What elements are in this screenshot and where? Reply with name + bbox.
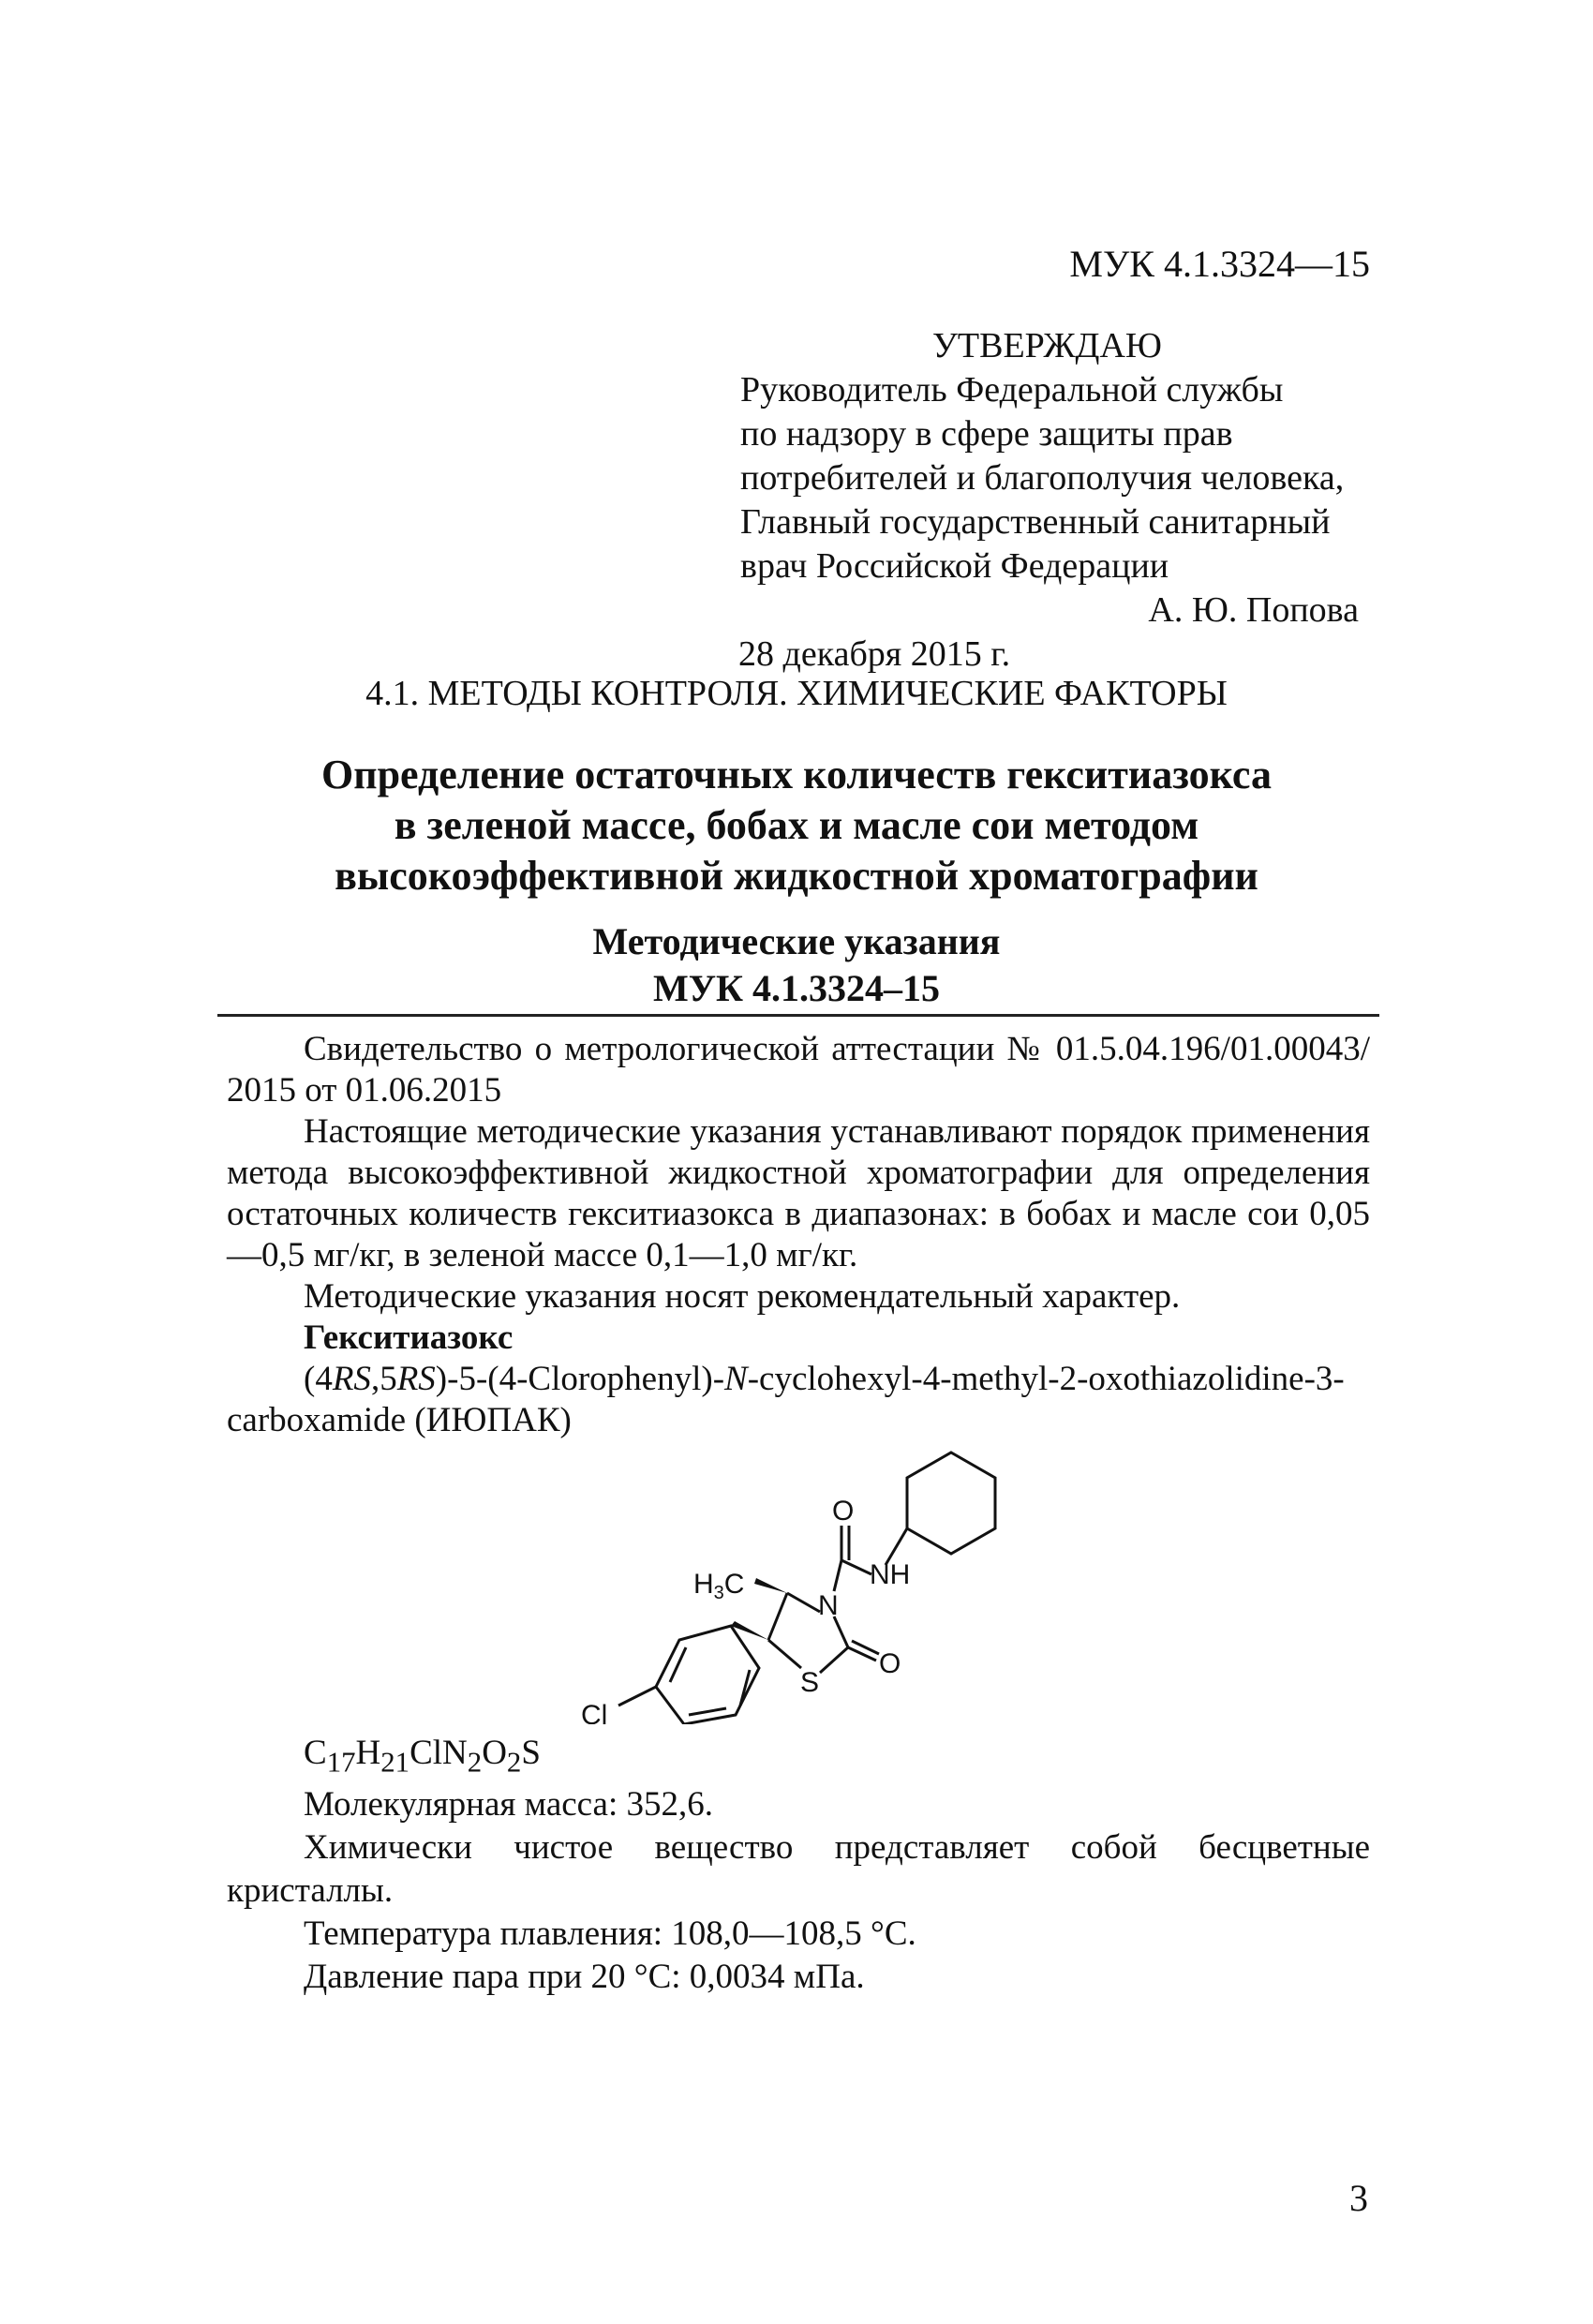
document-code: МУК 4.1.3324—15: [1069, 243, 1370, 285]
molecular-mass: Молекулярная масса: 352,6.: [304, 1785, 714, 1825]
properties-block: [227, 1732, 1370, 1999]
vapor-pressure: Давление пара при 20 °С: 0,0034 мПа.: [304, 1958, 865, 1997]
substance-name: Гекситиазокс: [304, 1318, 514, 1357]
paragraph: Методические указания носят рекомендательный характер.: [304, 1277, 1181, 1316]
atom-s: S: [800, 1667, 820, 1698]
certificate-text: Свидетельство о метрологической аттестации № 01.5.04.196/01.00043/ 2015 от 01.06.2015: [227, 1030, 1370, 1110]
structural-formula: [562, 1443, 1050, 1724]
approval-line: потребителей и благополучия человека,: [740, 458, 1345, 498]
subtitle-line: МУК 4.1.3324–15: [652, 967, 941, 1009]
approval-heading: УТВЕРЖДАЮ: [932, 326, 1162, 365]
iupac-name: (4RS,5RS)-5-(4-Clorophenyl)-N-cyclohexyl-4-methyl-2-oxothiazolidine-3-carboxamide (ИЮПАК): [227, 1360, 1345, 1439]
methyl-group: $H_3C$: [693, 1569, 745, 1603]
page-number: 3: [1349, 2177, 1368, 2219]
approval-line: Главный государственный санитарный: [740, 502, 1331, 542]
atom-cl: Cl: [581, 1700, 608, 1724]
subtitle-line: Методические указания: [592, 920, 1001, 962]
molecular-formula: $C_{17}H_{21}ClN_2O_2S$: [304, 1734, 541, 1779]
title-line: Определение остаточных количеств гекситиазокса: [321, 752, 1272, 797]
melting-point: Температура плавления: 108,0—108,5 °С.: [304, 1914, 916, 1954]
approval-line: Руководитель Федеральной службы: [740, 370, 1284, 410]
approval-date: 28 декабря 2015 г.: [738, 634, 1011, 674]
atom-n: N: [818, 1590, 839, 1621]
approval-block: [740, 324, 1359, 677]
atom-nh: NH: [870, 1559, 911, 1590]
atom-o: O: [879, 1648, 901, 1679]
approval-signer: А. Ю. Попова: [1148, 590, 1359, 630]
document-body: [227, 1029, 1370, 1441]
title-line: в зеленой массе, бобах и масле сои методом: [394, 802, 1199, 848]
approval-line: по надзору в сфере защиты прав: [740, 414, 1233, 454]
atom-o: O: [832, 1496, 855, 1527]
approval-line: врач Российской Федерации: [740, 546, 1169, 586]
horizontal-rule: [217, 1014, 1379, 1017]
document-title: [0, 750, 1593, 901]
section-heading: 4.1. МЕТОДЫ КОНТРОЛЯ. ХИМИЧЕСКИЕ ФАКТОРЫ: [365, 674, 1228, 713]
appearance-text: Химически чистое вещество представляет собой бесцветные кристаллы.: [227, 1828, 1370, 1911]
paragraph: Настоящие методические указания устанавливают порядок применения метода высокоэффективной жидкостной хроматографии для определения остаточных количеств гекситиазокса в диапазонах: в бобах и масле сои 0,05—0,5 мг/кг, в зеленой массе 0,1—1,0 мг/кг.: [227, 1112, 1370, 1274]
title-line: высокоэффективной жидкостной хроматографии: [335, 853, 1258, 899]
document-subtitle: [0, 918, 1593, 1012]
